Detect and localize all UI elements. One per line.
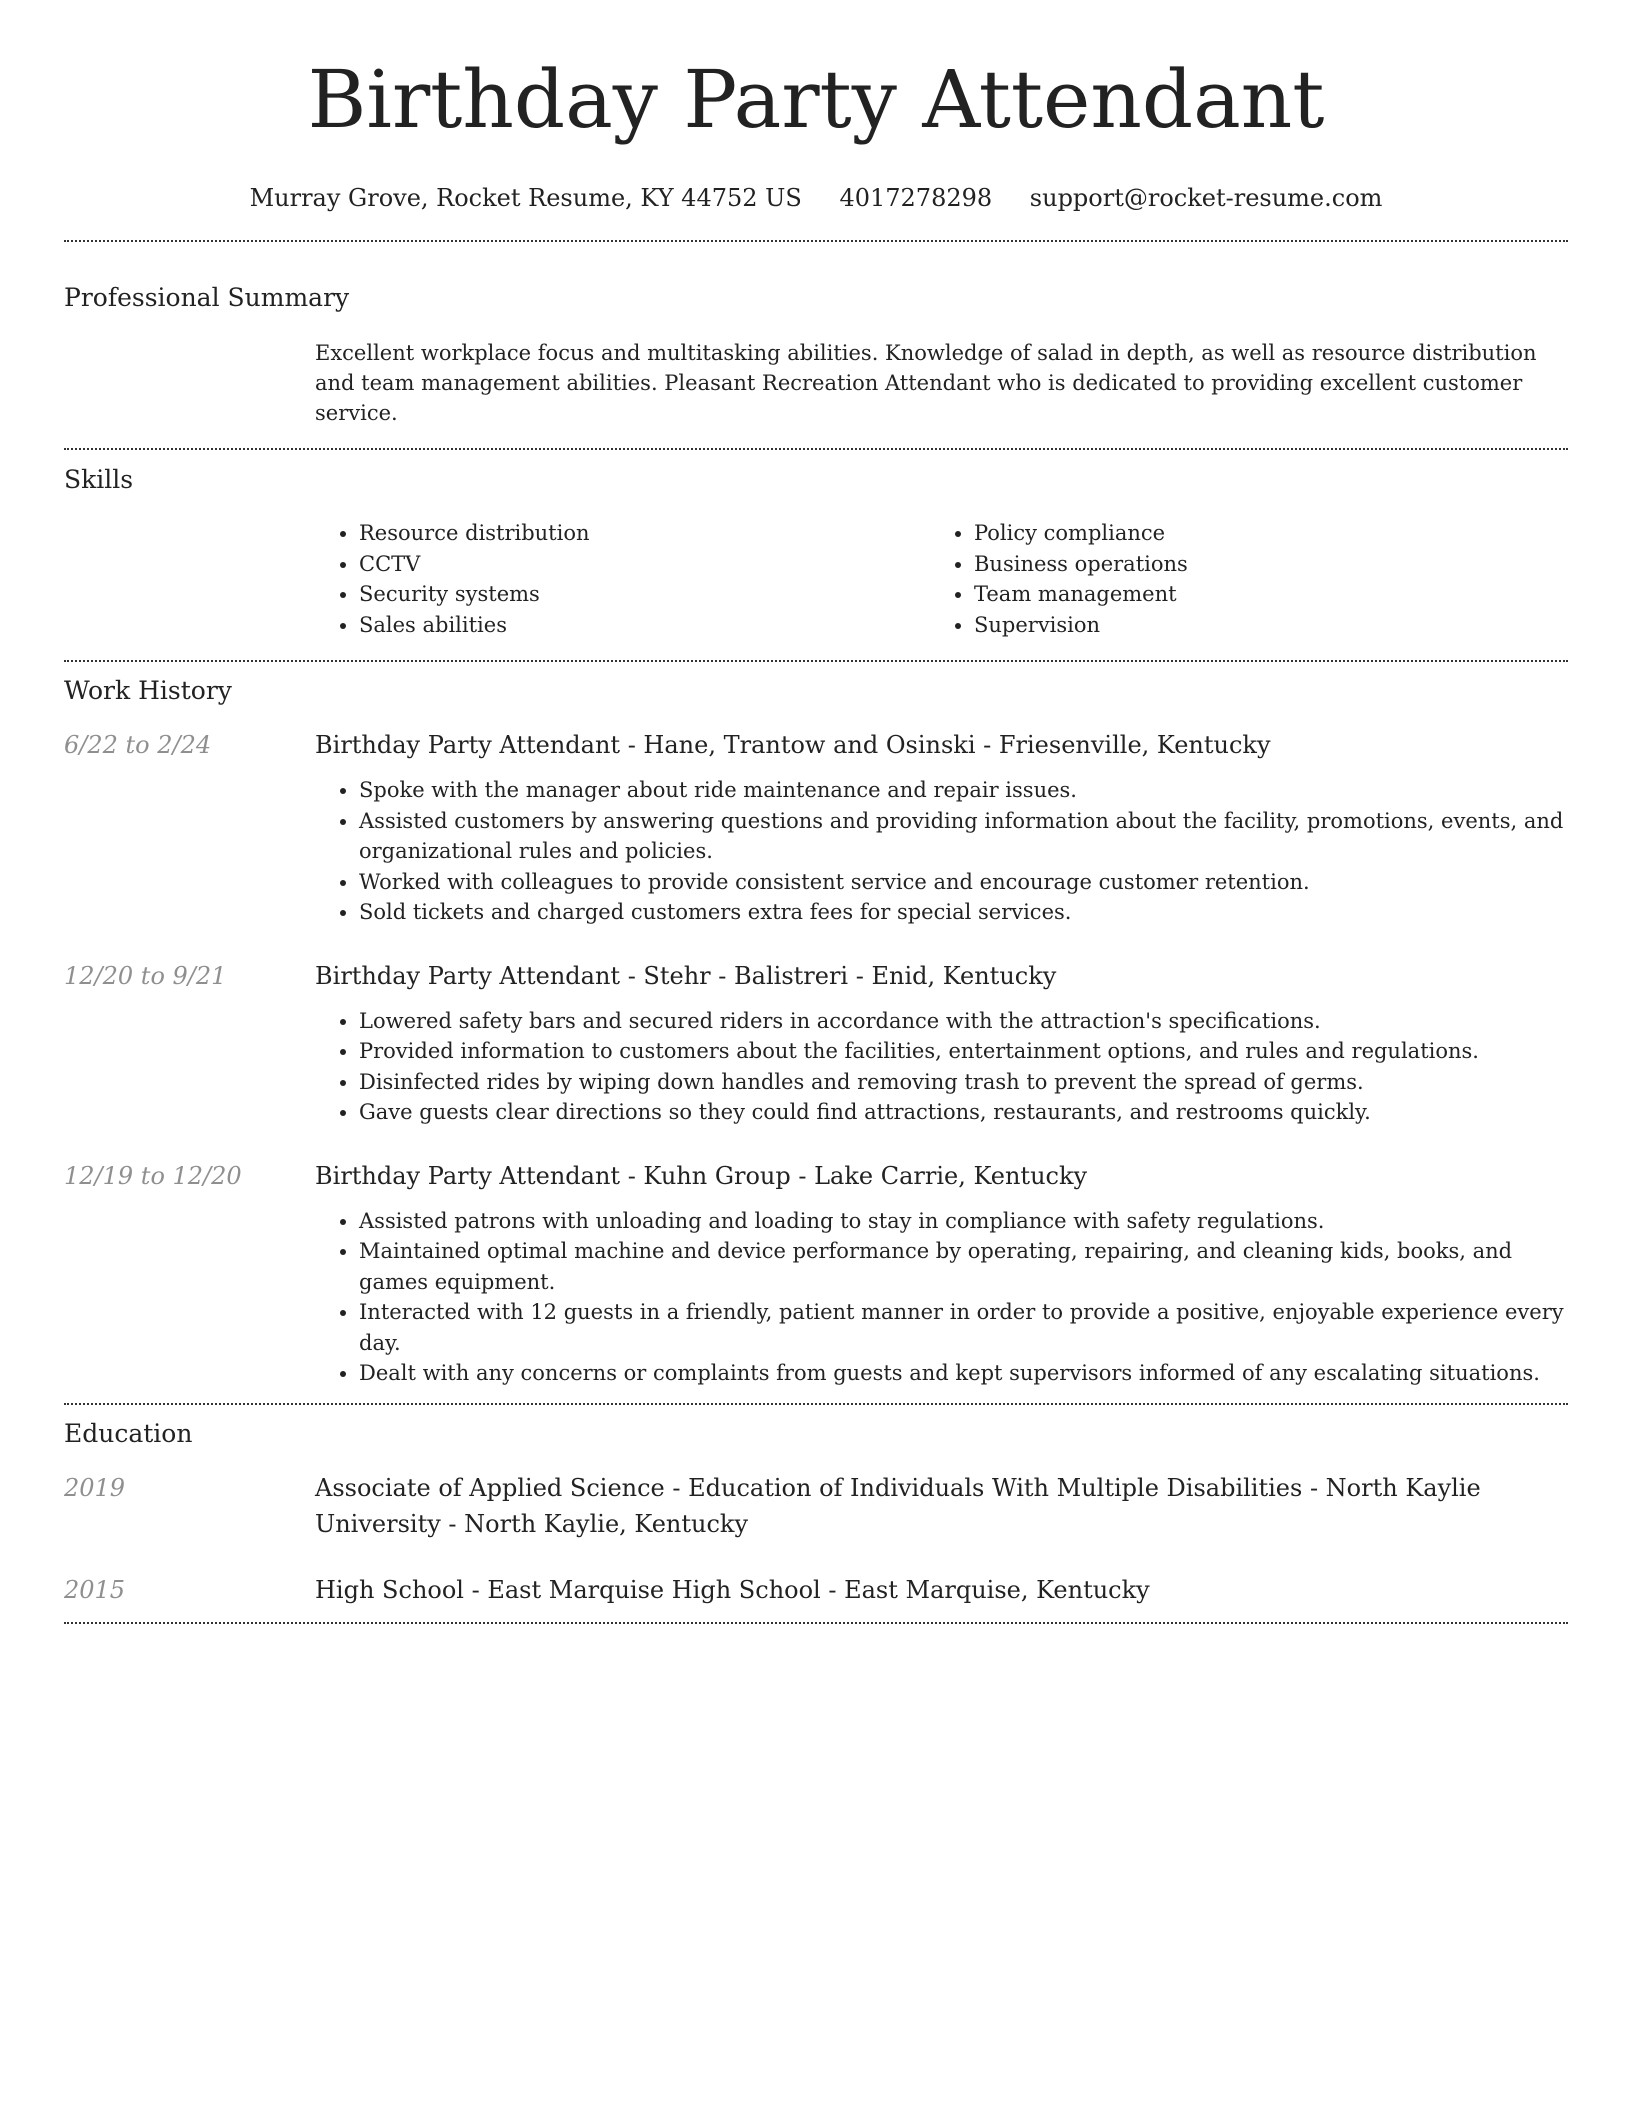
contact-line bbox=[64, 182, 1568, 214]
divider bbox=[64, 240, 1568, 242]
job-entry bbox=[64, 958, 1568, 1128]
job-bullet: • Sold tickets and charged customers extra fees for special services. bbox=[359, 897, 1568, 928]
summary-section bbox=[64, 282, 1568, 428]
skill-item: • Supervision bbox=[974, 610, 1545, 641]
job-bullets bbox=[315, 1006, 1568, 1128]
contact-email: support@rocket-resume.com bbox=[1029, 184, 1383, 212]
section-title-skills: Skills bbox=[64, 465, 134, 494]
divider bbox=[64, 1403, 1568, 1405]
job-bullet: • Maintained optimal machine and device performance by operating, repairing, and cleaning kids, books, and games equipment. bbox=[359, 1236, 1568, 1297]
job-details: - Hane, Trantow and Osinski - Friesenville, Kentucky bbox=[620, 731, 1271, 759]
work-history-section bbox=[64, 675, 1568, 1389]
contact-phone: 4017278298 bbox=[839, 184, 993, 212]
job-details: - Stehr - Balistreri - Enid, Kentucky bbox=[620, 961, 1057, 990]
skills-column-left bbox=[315, 518, 930, 640]
education-details: - Education of Individuals With Multiple Disabilities - North Kaylie University - North Kaylie, Kentucky bbox=[315, 1473, 1481, 1538]
job-title: Birthday Party Attendant bbox=[315, 731, 621, 759]
skills-column-right bbox=[930, 518, 1545, 640]
education-date: 2019 bbox=[64, 1473, 126, 1502]
education-details: - East Marquise High School - East Marquise, Kentucky bbox=[463, 1575, 1150, 1604]
resume-header bbox=[64, 0, 1568, 214]
education-heading bbox=[315, 1470, 1568, 1542]
job-details: - Kuhn Group - Lake Carrie, Kentucky bbox=[620, 1161, 1088, 1190]
summary-text: Excellent workplace focus and multitasking abilities. Knowledge of salad in depth, as well as resource distribution and team management abilities. Pleasant Recreation Attendant who is dedicated to providing excellent customer service. bbox=[315, 341, 1537, 425]
section-title-education: Education bbox=[64, 1418, 193, 1448]
job-bullet: • Gave guests clear directions so they could find attractions, restaurants, and restrooms quickly. bbox=[359, 1097, 1568, 1128]
education-heading bbox=[315, 1572, 1568, 1608]
job-bullet: • Assisted customers by answering questions and providing information about the facility, promotions, events, and organizational rules and policies. bbox=[359, 806, 1568, 867]
education-entry bbox=[64, 1470, 1568, 1542]
candidate-name: Birthday Party Attendant bbox=[307, 53, 1325, 146]
job-date: 12/20 to 9/21 bbox=[64, 961, 227, 990]
job-bullet: • Spoke with the manager about ride maintenance and repair issues. bbox=[359, 775, 1568, 806]
section-title-work: Work History bbox=[64, 676, 232, 705]
contact-address: Murray Grove, Rocket Resume, KY 44752 US bbox=[249, 184, 802, 212]
job-entry bbox=[64, 727, 1568, 928]
divider bbox=[64, 1622, 1568, 1624]
education-entry bbox=[64, 1572, 1568, 1608]
education-section bbox=[64, 1418, 1568, 1608]
job-bullet: • Interacted with 12 guests in a friendly, patient manner in order to provide a positive, enjoyable experience every day. bbox=[359, 1297, 1568, 1358]
job-title: Birthday Party Attendant bbox=[315, 1161, 621, 1190]
skill-item: • Team management bbox=[974, 579, 1545, 610]
job-heading bbox=[315, 958, 1568, 994]
education-degree: High School bbox=[315, 1575, 464, 1604]
job-bullet: • Provided information to customers about the facilities, entertainment options, and rules and regulations. bbox=[359, 1036, 1568, 1067]
skill-item: • Policy compliance bbox=[974, 518, 1545, 549]
job-bullet: • Disinfected rides by wiping down handles and removing trash to prevent the spread of germs. bbox=[359, 1067, 1568, 1098]
job-bullet: • Assisted patrons with unloading and loading to stay in compliance with safety regulations. bbox=[359, 1206, 1568, 1237]
section-title-summary: Professional Summary bbox=[64, 283, 350, 312]
skill-item: • Business operations bbox=[974, 549, 1545, 580]
skill-item: • Sales abilities bbox=[359, 610, 930, 641]
divider bbox=[64, 660, 1568, 662]
job-bullets bbox=[315, 1206, 1568, 1389]
skill-item: • Resource distribution bbox=[359, 518, 930, 549]
resume-page bbox=[64, 0, 1568, 1624]
job-bullet: • Lowered safety bars and secured riders in accordance with the attraction's specifications. bbox=[359, 1006, 1568, 1037]
divider bbox=[64, 448, 1568, 450]
job-date: 6/22 to 2/24 bbox=[64, 731, 212, 759]
job-heading bbox=[315, 727, 1568, 763]
skill-item: • CCTV bbox=[359, 549, 930, 580]
skills-section bbox=[64, 464, 1568, 640]
job-bullet: • Worked with colleagues to provide consistent service and encourage customer retention. bbox=[359, 867, 1568, 898]
skill-item: • Security systems bbox=[359, 579, 930, 610]
job-bullets bbox=[315, 775, 1568, 928]
education-degree: Associate of Applied Science bbox=[315, 1473, 665, 1502]
job-bullet: • Dealt with any concerns or complaints from guests and kept supervisors informed of any escalating situations. bbox=[359, 1358, 1568, 1389]
job-heading bbox=[315, 1158, 1568, 1194]
job-title: Birthday Party Attendant bbox=[315, 961, 621, 990]
job-date: 12/19 to 12/20 bbox=[64, 1161, 242, 1190]
job-entry bbox=[64, 1158, 1568, 1389]
education-date: 2015 bbox=[64, 1575, 126, 1604]
